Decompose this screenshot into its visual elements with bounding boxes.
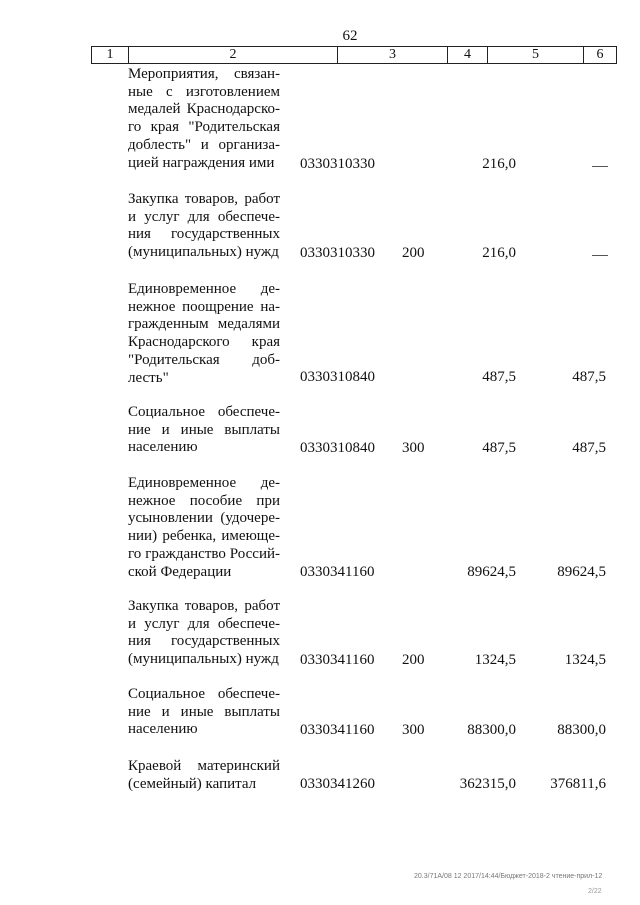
target-code: 0330310330 bbox=[300, 156, 375, 172]
value-col5: 487,5 bbox=[482, 440, 516, 456]
document-footer: 20.3/71А/08 12 2017/14:44/Бюджет-2018-2 чтение-прил-12 bbox=[414, 873, 603, 880]
page-number: 62 bbox=[342, 28, 358, 44]
target-code: 0330341260 bbox=[300, 776, 375, 792]
value-col6: 89624,5 bbox=[557, 564, 606, 580]
column-header-5: 5 bbox=[487, 47, 583, 63]
value-col5: 216,0 bbox=[482, 245, 516, 261]
column-header-1: 1 bbox=[106, 47, 114, 62]
row-name: Единовременное де- нежное поощрение на- гражденным медалями Краснодарского края "Родительская доб- лесть" bbox=[128, 281, 280, 386]
value-col5: 487,5 bbox=[482, 369, 516, 385]
empty-value-dash bbox=[592, 255, 608, 256]
row-name: Единовременное де- нежное пособие при усыновлении (удочере- нии) ребенка, имеюще- го гражданство Россий- ской Федерации bbox=[128, 475, 280, 580]
target-code: 0330310330 bbox=[300, 245, 375, 261]
row-name: Закупка товаров, работ и услуг для обеспече- ния государственных (муниципальных) нужд bbox=[128, 598, 280, 668]
document-footer-page: 2/22 bbox=[588, 888, 602, 895]
row-name: Закупка товаров, работ и услуг для обеспече- ния государственных (муниципальных) нужд bbox=[128, 191, 280, 261]
row-name: Мероприятия, связан- ные с изготовлением медалей Краснодарско- го края "Родительская доблесть" и организа- цией награждения ими bbox=[128, 66, 280, 171]
column-header-6: 6 bbox=[583, 47, 616, 63]
value-col5: 88300,0 bbox=[467, 722, 516, 738]
row-name: Социальное обеспече- ние и иные выплаты населению bbox=[128, 686, 280, 738]
column-header-4: 4 bbox=[447, 47, 487, 63]
value-col6: 487,5 bbox=[572, 440, 606, 456]
value-col6: 487,5 bbox=[572, 369, 606, 385]
expense-type-code: 200 bbox=[402, 652, 425, 668]
value-col6: 376811,6 bbox=[550, 776, 606, 792]
value-col5: 216,0 bbox=[482, 156, 516, 172]
value-col5: 362315,0 bbox=[459, 776, 516, 792]
target-code: 0330341160 bbox=[300, 564, 375, 580]
target-code: 0330310840 bbox=[300, 440, 375, 456]
expense-type-code: 200 bbox=[402, 245, 425, 261]
target-code: 0330310840 bbox=[300, 369, 375, 385]
empty-value-dash bbox=[592, 166, 608, 167]
target-code: 0330341160 bbox=[300, 652, 375, 668]
column-header-row bbox=[91, 46, 617, 64]
expense-type-code: 300 bbox=[402, 440, 425, 456]
expense-type-code: 300 bbox=[402, 722, 425, 738]
value-col5: 1324,5 bbox=[474, 652, 516, 668]
row-name: Социальное обеспече- ние и иные выплаты населению bbox=[128, 404, 280, 456]
value-col5: 89624,5 bbox=[467, 564, 516, 580]
column-header-3: 3 bbox=[337, 47, 447, 63]
value-col6: 88300,0 bbox=[557, 722, 606, 738]
row-name: Краевой материнский (семейный) капитал bbox=[128, 758, 280, 792]
value-col6: 1324,5 bbox=[564, 652, 606, 668]
target-code: 0330341160 bbox=[300, 722, 375, 738]
column-header-2: 2 bbox=[128, 47, 337, 63]
